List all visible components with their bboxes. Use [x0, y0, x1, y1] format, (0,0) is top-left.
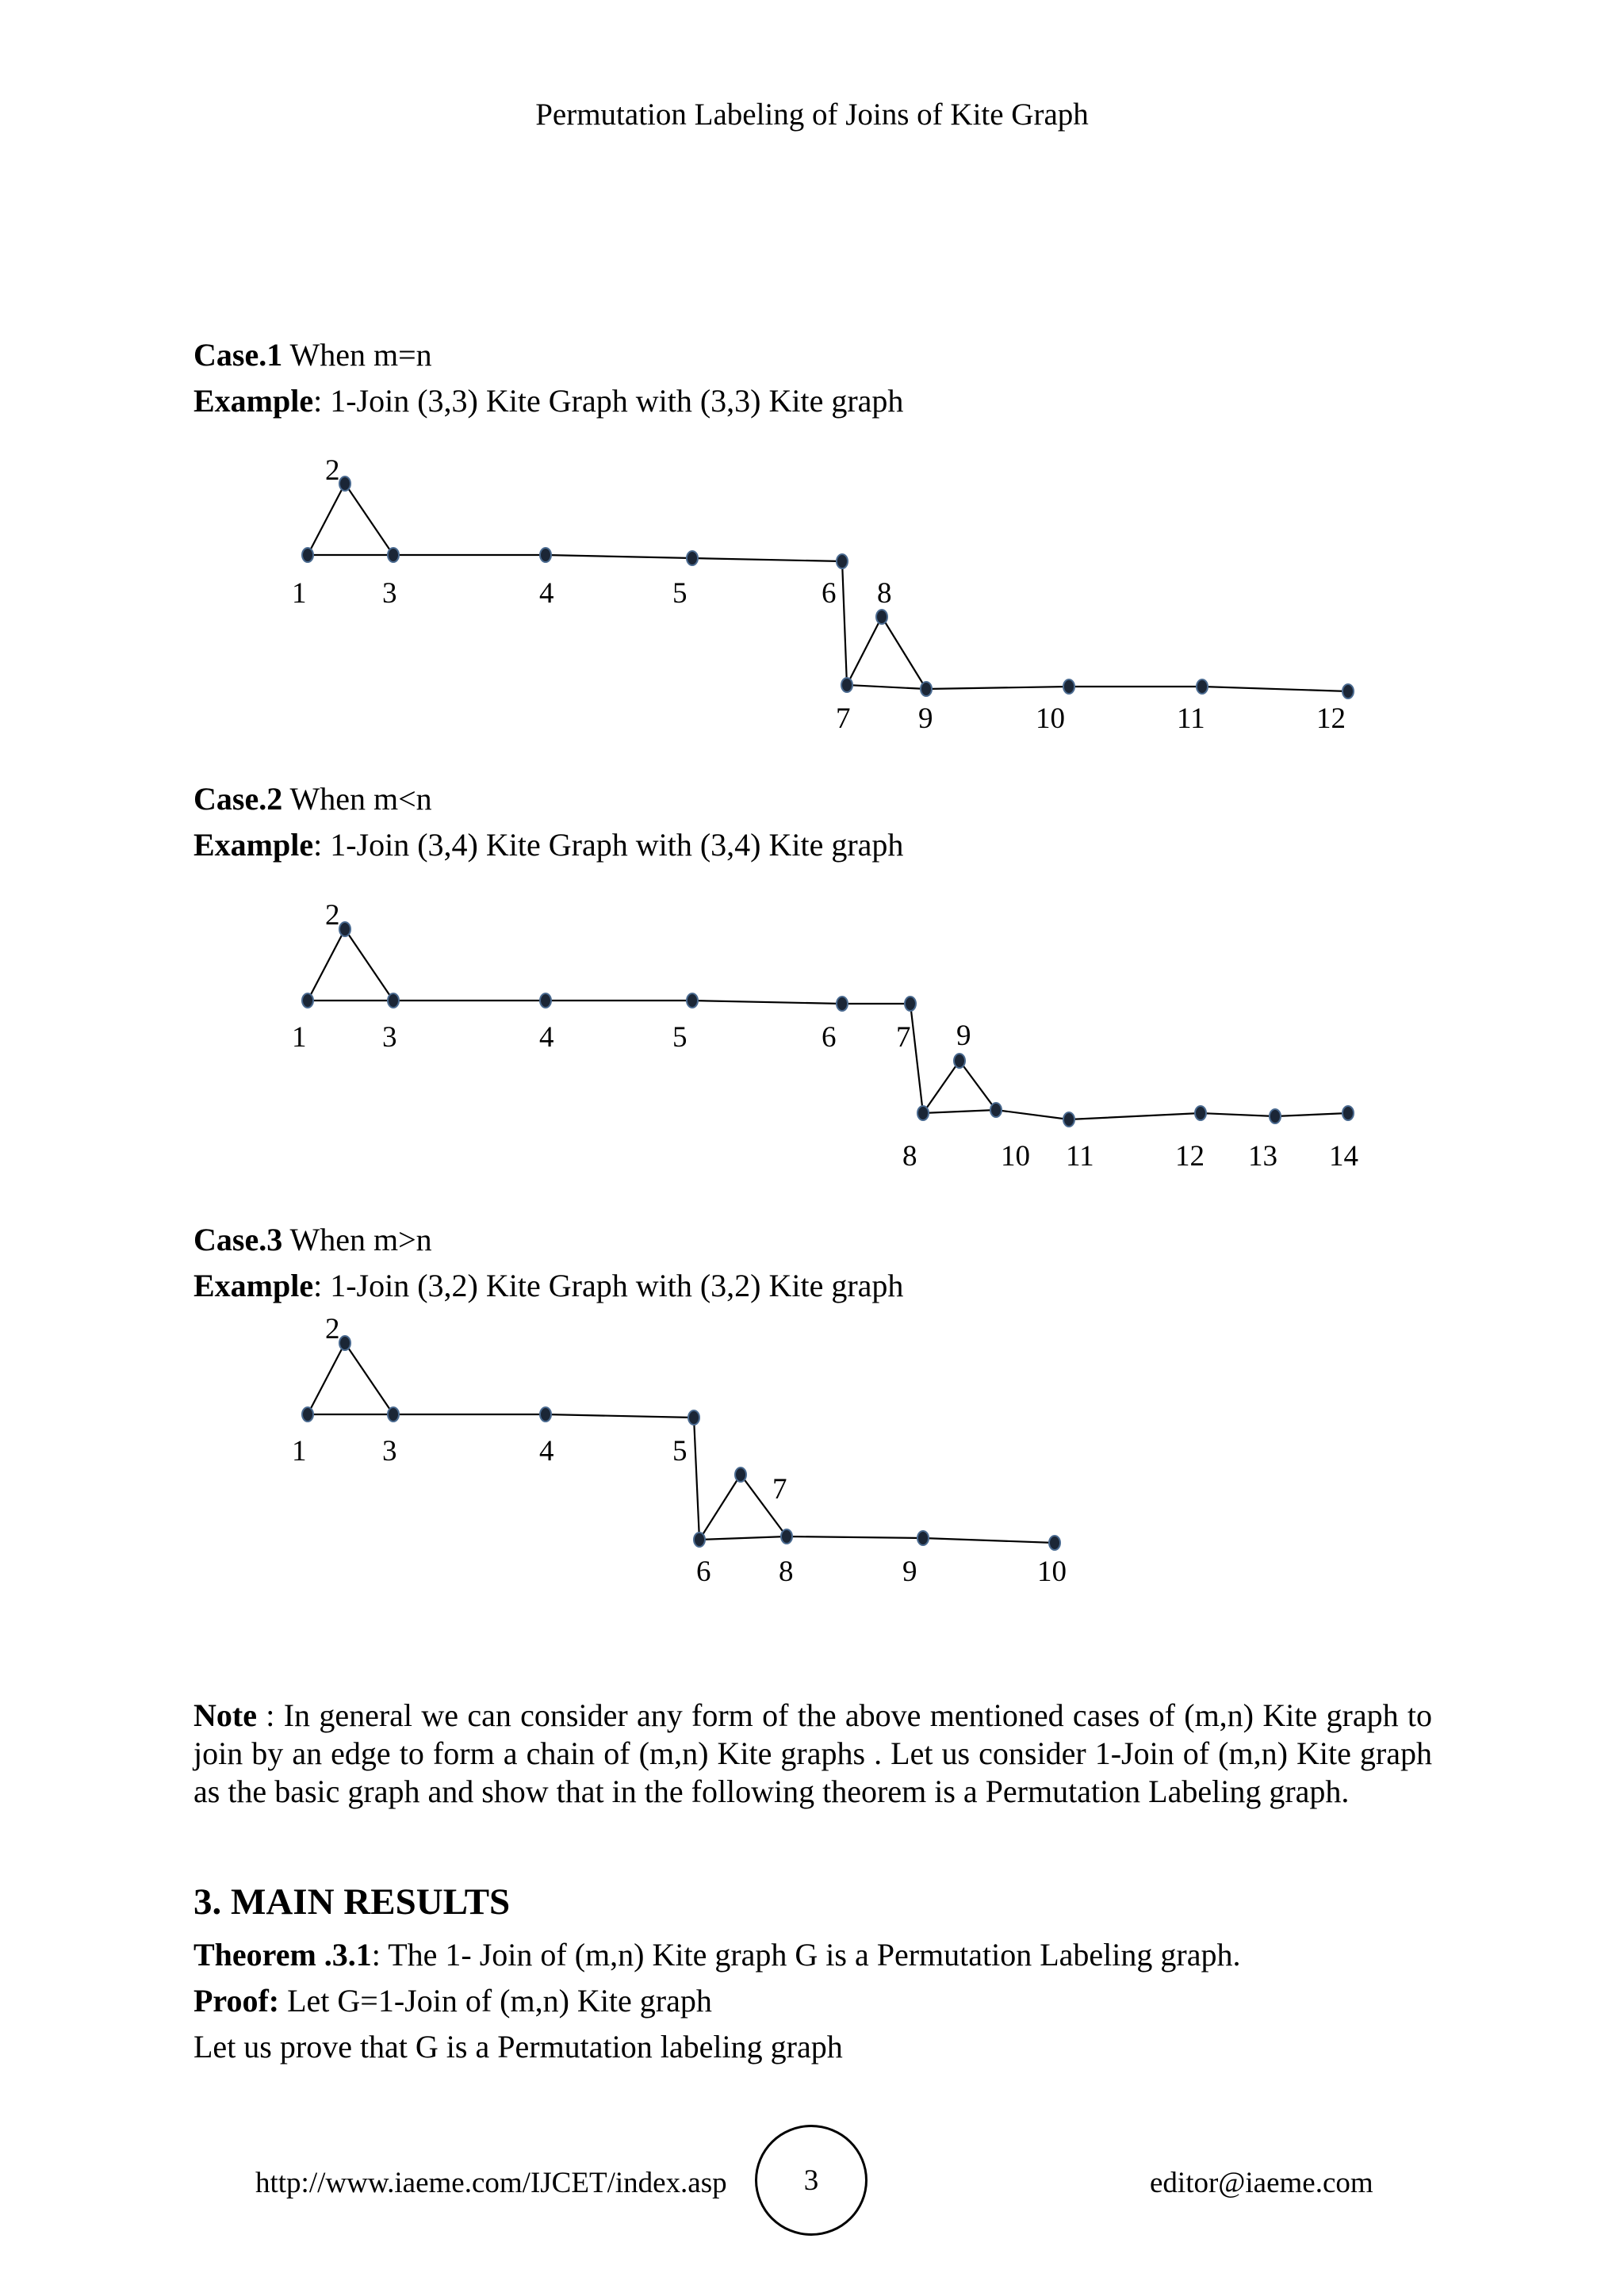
graph-vertex — [735, 1468, 746, 1482]
vertex-label: 9 — [956, 1020, 971, 1052]
vertex-label: 2 — [325, 899, 340, 932]
graph-vertex — [688, 1410, 699, 1425]
vertex-label: 8 — [779, 1556, 794, 1588]
graph-vertex — [917, 1531, 929, 1545]
vertex-label: 6 — [822, 1021, 837, 1054]
page-number — [755, 2125, 868, 2236]
vertex-label: 1 — [292, 1021, 307, 1054]
proof-line-1 — [193, 1982, 712, 2019]
case-1-example-text: : 1-Join (3,3) Kite Graph with (3,3) Kite graph — [313, 383, 904, 419]
graph-vertex — [388, 1407, 399, 1422]
vertex-label: 2 — [325, 1313, 340, 1345]
section-heading: 3. MAIN RESULTS — [193, 1881, 511, 1923]
vertex-label: 9 — [902, 1556, 917, 1588]
case-3-example-label: Example — [193, 1268, 314, 1303]
vertex-label: 11 — [1066, 1140, 1094, 1173]
footer-email-link[interactable]: editor@iaeme.com — [1150, 2167, 1373, 2199]
proof-line-2: Let us prove that G is a Permutation labeling graph — [193, 2029, 843, 2064]
theorem-text: : The 1- Join of (m,n) Kite graph G is a Permutation Labeling graph. — [371, 1937, 1241, 1973]
page-number-text: 3 — [803, 2164, 819, 2197]
note-label: Note — [193, 1697, 257, 1733]
vertex-label: 13 — [1248, 1140, 1277, 1173]
vertex-label: 2 — [325, 454, 340, 487]
case-2-example-text: : 1-Join (3,4) Kite Graph with (3,4) Kite graph — [313, 827, 904, 863]
vertex-label: 3 — [382, 1021, 397, 1054]
footer-url-link[interactable]: http://www.iaeme.com/IJCET/index.asp — [255, 2167, 727, 2199]
vertex-label: 7 — [836, 702, 851, 735]
vertex-label: 7 — [772, 1473, 787, 1506]
graph-vertex — [694, 1533, 705, 1547]
vertex-label: 3 — [382, 577, 397, 610]
vertex-label: 9 — [918, 702, 933, 735]
vertex-label: 11 — [1177, 702, 1205, 735]
vertex-label: 12 — [1175, 1140, 1205, 1173]
vertex-label: 1 — [292, 1435, 307, 1468]
proof-text: Let G=1-Join of (m,n) Kite graph — [279, 1983, 712, 2019]
vertex-label: 4 — [539, 1021, 554, 1054]
vertex-label: 8 — [902, 1140, 917, 1173]
note-paragraph — [193, 1697, 1432, 1811]
case-3-label: Case.3 — [193, 1222, 283, 1257]
vertex-label: 12 — [1316, 702, 1346, 735]
vertex-label: 4 — [539, 1435, 554, 1468]
case-1-text: When m=n — [282, 337, 432, 373]
graph-vertex — [540, 1407, 551, 1422]
graph-vertex — [302, 1407, 313, 1422]
vertex-label: 8 — [877, 577, 892, 610]
graph-vertex — [1049, 1536, 1060, 1550]
case-2-text: When m<n — [282, 781, 432, 817]
theorem-statement — [193, 1936, 1240, 1973]
vertex-label: 5 — [672, 1021, 688, 1054]
vertex-label: 1 — [292, 577, 307, 610]
vertex-label: 7 — [896, 1021, 911, 1054]
case-3-vertex-labels — [292, 1313, 1067, 1588]
graph-vertex — [781, 1529, 792, 1544]
vertex-label: 10 — [1037, 1556, 1067, 1588]
case-3-text: When m>n — [282, 1222, 432, 1257]
graph-vertex — [339, 1336, 350, 1350]
case-2-label: Case.2 — [193, 781, 283, 817]
case-3-example-text: : 1-Join (3,2) Kite Graph with (3,2) Kite graph — [313, 1268, 904, 1303]
proof-label: Proof: — [193, 1983, 280, 2019]
vertex-label: 5 — [672, 577, 688, 610]
note-text: : In general we can consider any form of the above mentioned cases of (m,n) Kite graph to join by an edge to form a chain of (m,n) Kite graphs . Let us consider 1-Join of (m,n) Kite graph as the basic graph and show that in the following theorem is a Permutation Labeling graph. — [193, 1697, 1432, 1809]
case-1-label: Case.1 — [193, 337, 283, 373]
case-2-example-label: Example — [193, 827, 314, 863]
vertex-label: 5 — [672, 1435, 688, 1468]
vertex-label: 14 — [1329, 1140, 1358, 1173]
vertex-label: 6 — [696, 1556, 711, 1588]
theorem-label: Theorem .3.1 — [193, 1937, 372, 1973]
vertex-label: 4 — [539, 577, 554, 610]
vertex-label: 10 — [1036, 702, 1065, 735]
vertex-label: 6 — [822, 577, 837, 610]
vertex-label: 3 — [382, 1435, 397, 1468]
case-1-example-label: Example — [193, 383, 314, 419]
running-head: Permutation Labeling of Joins of Kite Graph — [535, 98, 1089, 132]
vertex-label: 10 — [1001, 1140, 1030, 1173]
